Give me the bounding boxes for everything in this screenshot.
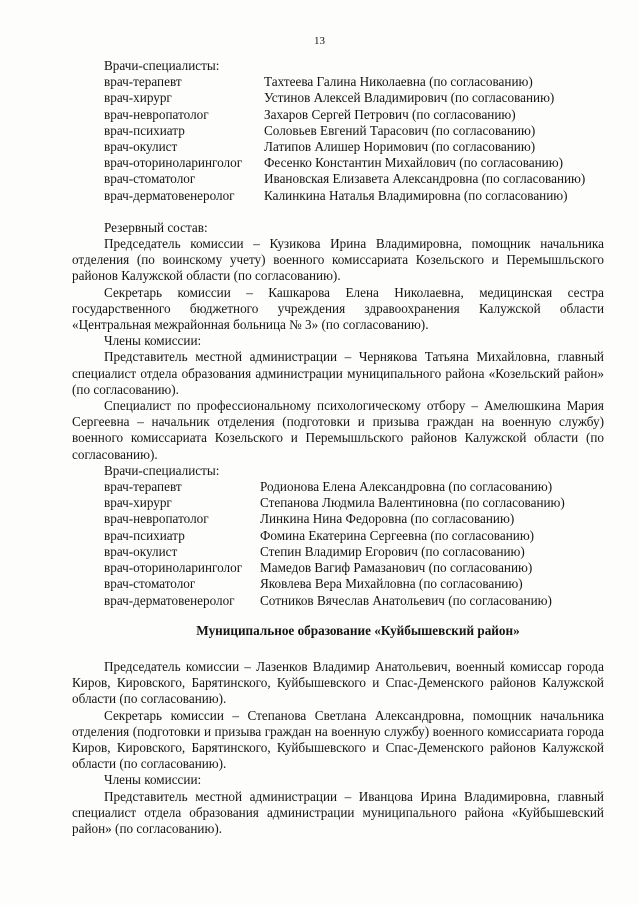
reserve-members-header: Члены комиссии:	[104, 333, 202, 349]
doctor-role: врач-хирург	[104, 90, 172, 106]
doctor-row	[72, 576, 604, 592]
doctor-role: врач-психиатр	[104, 527, 185, 543]
doctor-row	[72, 479, 604, 495]
section2-secretary: Секретарь комиссии – Степанова Светлана Александровна, помощник начальника отделения (подготовки и призыва граждан на военную службу) военного комиссариата города Киров, Кировского, Барятинского, Куйбышевского и Спас-Деменского районов Калужской области (по согласованию).	[72, 707, 604, 772]
doctor-role: врач-дерматовенеролог	[104, 187, 235, 203]
doctor-row	[72, 155, 604, 171]
doctor-name: Соловьев Евгений Тарасович (по согласованию)	[264, 122, 536, 138]
doctor-role: врач-окулист	[104, 139, 178, 155]
doctor-role: врач-терапевт	[104, 74, 182, 90]
reserve-secretary: Секретарь комиссии – Кашкарова Елена Николаевна, медицинская сестра государственного бюджетного учреждения здравоохранения Калужской области «Центральная межрайонная больница № 3» (по согласованию).	[72, 284, 604, 333]
doctor-name: Фомина Екатерина Сергеевна (по согласованию)	[260, 527, 535, 543]
doctor-role: врач-окулист	[104, 543, 178, 559]
doctor-row	[72, 528, 604, 544]
reserve-psych-specialist: Специалист по профессиональному психологическому отбору – Амелюшкина Мария Сергеевна – начальник отделения (подготовки и призыва граждан на военную службу) военного комиссариата Козельского и Перемышльского районов Калужской области (по согласованию).	[72, 398, 604, 462]
doctor-row	[72, 560, 604, 576]
doctor-row	[72, 123, 604, 139]
doctor-role: врач-оториноларинголог	[104, 155, 243, 171]
doctors-list	[72, 74, 604, 204]
doctor-name: Захаров Сергей Петрович (по согласованию)	[264, 106, 516, 122]
doctor-row	[72, 188, 604, 204]
document-body	[72, 58, 604, 837]
doctor-name: Яковлева Вера Михайловна (по согласованию)	[260, 576, 523, 592]
doctor-name: Линкина Нина Федоровна (по согласованию)	[260, 511, 515, 527]
doctor-row	[72, 171, 604, 187]
doctor-role: врач-невропатолог	[104, 106, 209, 122]
doctor-name: Тахтеева Галина Николаевна (по согласованию)	[264, 74, 533, 90]
doctor-name: Устинов Алексей Владимирович (по согласованию)	[264, 90, 555, 106]
doctor-row	[72, 495, 604, 511]
doctor-name: Ивановская Елизавета Александровна (по согласованию)	[264, 171, 586, 187]
reserve-chairman: Председатель комиссии – Кузикова Ирина Владимировна, помощник начальника отделения (по воинскому учету) военного комиссариата Козельского и Перемышльского районов Калужской области (по согласованию).	[72, 236, 604, 284]
reserve-admin-rep: Представитель местной администрации – Чернякова Татьяна Михайловна, главный специалист отдела образования администрации муниципального района «Козельский район» (по согласованию).	[72, 349, 604, 397]
doctor-row	[72, 90, 604, 106]
doctor-role: врач-терапевт	[104, 479, 182, 495]
doctor-row	[72, 139, 604, 155]
doctor-role: врач-психиатр	[104, 122, 185, 138]
doctor-row	[72, 74, 604, 90]
doctor-role: врач-оториноларинголог	[104, 560, 243, 576]
doctor-role: врач-дерматовенеролог	[104, 592, 235, 608]
doctor-name: Родионова Елена Александровна (по согласованию)	[260, 479, 553, 495]
doctor-name: Латипов Алишер Норимович (по согласованию)	[264, 139, 536, 155]
doctor-name: Фесенко Константин Михайлович (по согласованию)	[264, 155, 563, 171]
doctor-row	[72, 593, 604, 609]
reserve-header: Резервный состав:	[104, 219, 208, 235]
section2-members-header: Члены комиссии:	[104, 772, 202, 788]
doctor-row	[72, 107, 604, 123]
doctor-name: Сотников Вячеслав Анатольевич (по согласованию)	[260, 592, 552, 608]
section2-chairman: Председатель комиссии – Лазенков Владимир Анатольевич, военный комиссар города Киров, Кировского, Барятинского, Куйбышевского и Спас-Деменского районов Калужской области (по согласованию).	[72, 658, 604, 707]
doctor-role: врач-стоматолог	[104, 171, 196, 187]
doctor-role: врач-стоматолог	[104, 576, 196, 592]
page-number: 13	[314, 35, 325, 47]
doctor-name: Калинкина Наталья Владимировна (по согласованию)	[264, 187, 568, 203]
doctor-name: Мамедов Вагиф Рамазанович (по согласованию)	[260, 560, 533, 576]
doctor-role: врач-невропатолог	[104, 511, 209, 527]
section-title: Муниципальное образование «Куйбышевский район»	[196, 622, 520, 638]
doctor-row	[72, 511, 604, 527]
doctor-role: врач-хирург	[104, 495, 172, 511]
section2-admin-rep: Представитель местной администрации – Иванцова Ирина Владимировна, главный специалист отдела образования администрации муниципального района «Куйбышевский район» (по согласованию).	[72, 788, 604, 836]
doctor-name: Степин Владимир Егорович (по согласованию)	[260, 543, 525, 559]
reserve-doctors-list	[72, 479, 604, 609]
doctors-header: Врачи-специалисты:	[104, 58, 220, 73]
doctor-row	[72, 544, 604, 560]
reserve-doctors-header: Врачи-специалисты:	[104, 462, 220, 478]
doctor-name: Степанова Людмила Валентиновна (по согласованию)	[260, 495, 565, 511]
